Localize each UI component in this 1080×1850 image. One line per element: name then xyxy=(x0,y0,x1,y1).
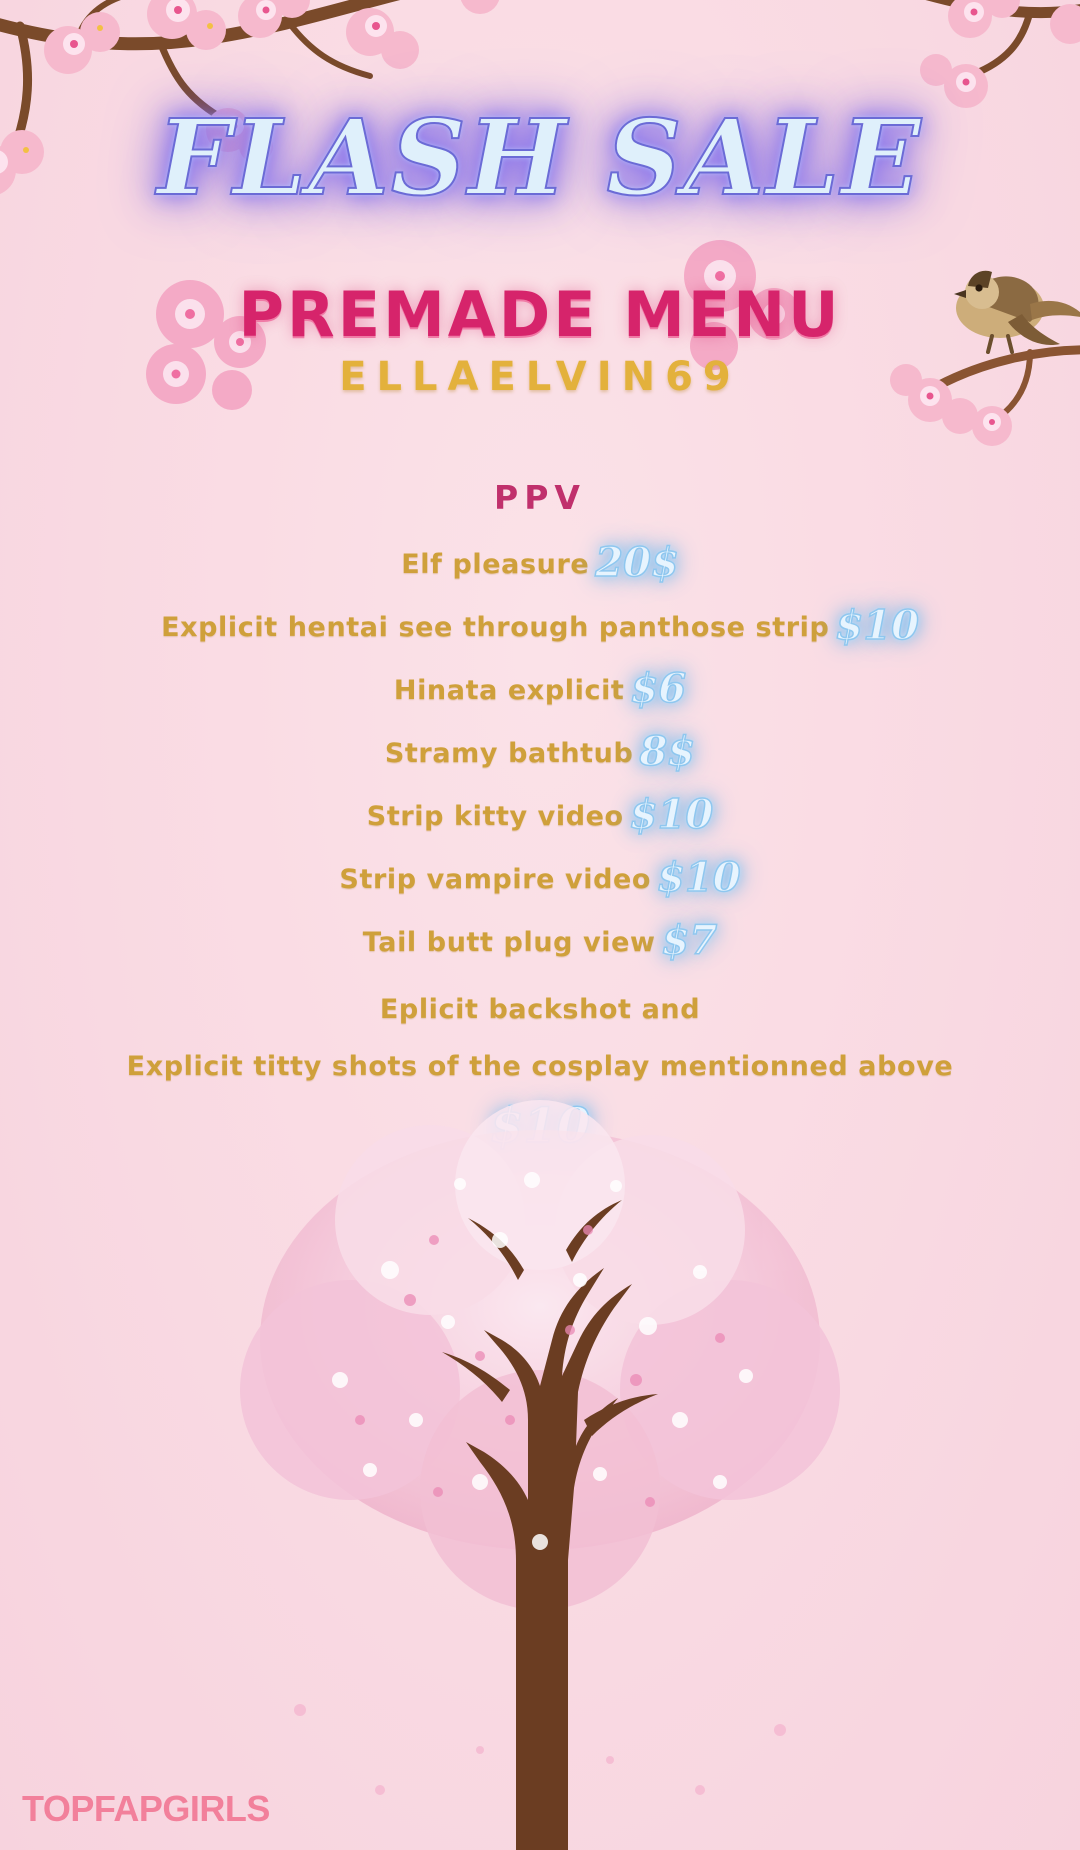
menu-item-price: $7 xyxy=(661,917,718,964)
menu-item-price: 8$ xyxy=(639,728,696,775)
premade-menu-title: PREMADE MENU xyxy=(238,278,842,351)
menu-item xyxy=(0,856,1080,903)
menu-item-price: $6 xyxy=(630,665,687,712)
menu-item-label: Explicit hentai see through panthose strip xyxy=(161,612,830,643)
menu-item-label: Strip kitty video xyxy=(366,801,624,832)
menu-item-price: $10 xyxy=(657,854,741,901)
menu-item-price: 20$ xyxy=(595,539,679,586)
menu-item xyxy=(0,994,1080,1025)
menu-item xyxy=(0,667,1080,714)
menu-item xyxy=(0,541,1080,588)
section-title-ppv: PPV xyxy=(494,478,586,517)
menu-item-label: Explicit titty shots of the cosplay mentionned above xyxy=(126,1051,954,1082)
menu-item-price: $10 xyxy=(629,791,714,838)
cherry-blossom-tree-icon xyxy=(180,1090,900,1850)
menu-item-label: Stramy bathtub xyxy=(384,738,634,769)
menu-item xyxy=(0,730,1080,777)
menu-item xyxy=(0,793,1080,840)
menu-list xyxy=(0,478,1080,1172)
flash-sale-title: FLASH SALE xyxy=(157,96,923,219)
username-label: ELLAELVIN69 xyxy=(339,354,741,400)
watermark: TOPFAPGIRLS xyxy=(22,1788,270,1829)
menu-item xyxy=(0,604,1080,651)
menu-item-label: Elf pleasure xyxy=(401,549,590,580)
menu-item-label: Hinata explicit xyxy=(393,675,625,706)
menu-item-label: Eplicit backshot and xyxy=(379,994,701,1025)
menu-item-label: Tail butt plug view xyxy=(362,927,656,958)
menu-item xyxy=(0,919,1080,966)
menu-item-price: $10 xyxy=(835,602,919,649)
menu-item-label: Strip vampire video xyxy=(339,864,652,895)
